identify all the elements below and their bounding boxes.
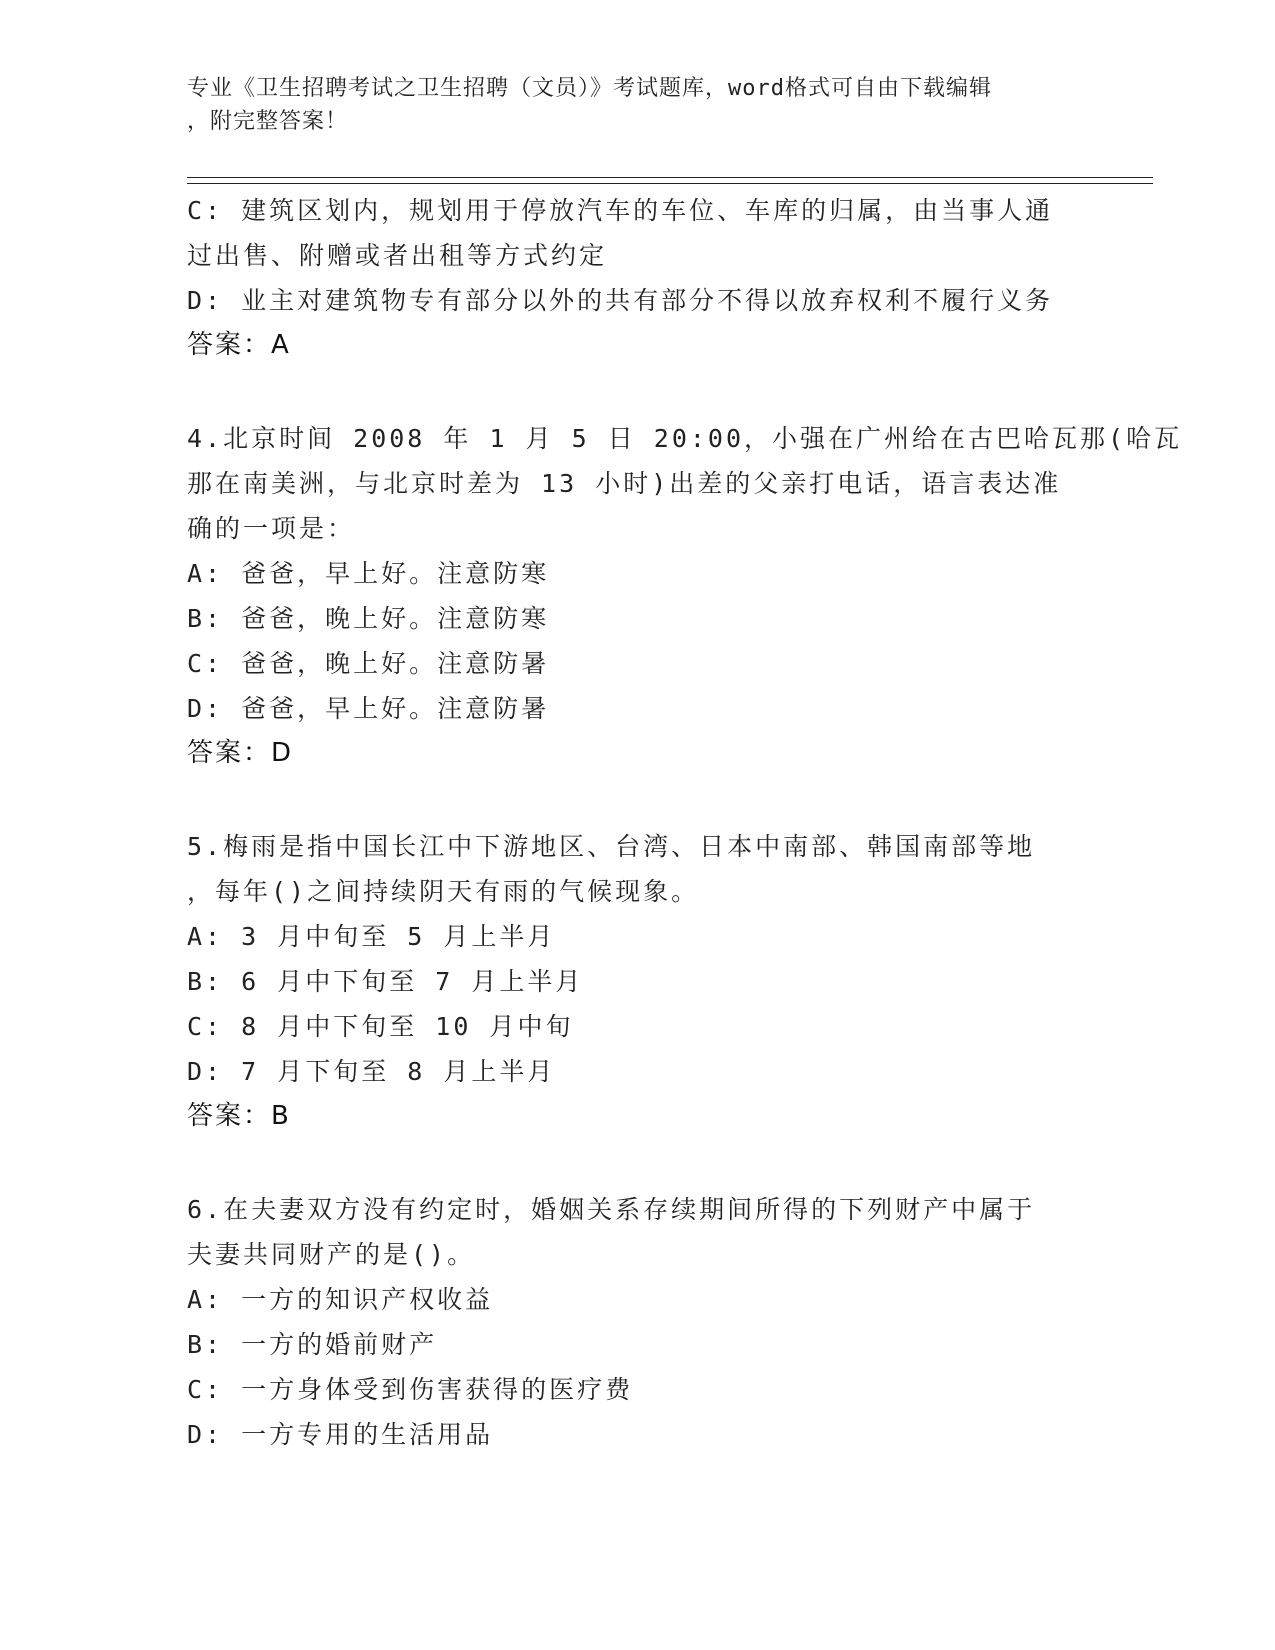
question-stem-line-2: ，每年()之间持续阴天有雨的气候现象。 bbox=[187, 877, 700, 906]
spacer bbox=[187, 1139, 1087, 1187]
option-d: D: 一方专用的生活用品 bbox=[187, 1420, 494, 1449]
option-c: C: 一方身体受到伤害获得的医疗费 bbox=[187, 1375, 634, 1404]
question-list bbox=[187, 188, 1183, 1457]
option-a: A: 3 月中旬至 5 月上半月 bbox=[187, 922, 556, 951]
spacer bbox=[187, 368, 1087, 416]
option-d: D: 爸爸，早上好。注意防暑 bbox=[187, 694, 550, 723]
question-stem-line-1: 5.梅雨是指中国长江中下游地区、台湾、日本中南部、韩国南部等地 bbox=[187, 832, 1036, 861]
document-header bbox=[187, 72, 1067, 138]
question-5 bbox=[187, 824, 1087, 1139]
option-d: D: 7 月下旬至 8 月上半月 bbox=[187, 1057, 556, 1086]
option-a: A: 一方的知识产权收益 bbox=[187, 1285, 494, 1314]
question-3-tail bbox=[187, 188, 1087, 368]
question-6 bbox=[187, 1187, 1087, 1457]
option-b: B: 爸爸，晚上好。注意防寒 bbox=[187, 604, 550, 633]
option-c: C: 8 月中下旬至 10 月中旬 bbox=[187, 1012, 574, 1041]
option-c: C: 爸爸，晚上好。注意防暑 bbox=[187, 649, 550, 678]
option-d: D: 业主对建筑物专有部分以外的共有部分不得以放弃权利不履行义务 bbox=[187, 286, 1054, 315]
option-c-line-1: C: 建筑区划内，规划用于停放汽车的车位、车库的归属，由当事人通 bbox=[187, 196, 1054, 225]
answer: 答案：A bbox=[187, 330, 291, 360]
option-b: B: 一方的婚前财产 bbox=[187, 1330, 438, 1359]
header-divider-top bbox=[187, 177, 1153, 178]
option-a: A: 爸爸，早上好。注意防寒 bbox=[187, 559, 550, 588]
header-line-2: ，附完整答案！ bbox=[187, 109, 349, 134]
question-stem-line-3: 确的一项是： bbox=[187, 514, 356, 543]
header-line-1: 专业《卫生招聘考试之卫生招聘（文员）》考试题库，word格式可自由下载编辑 bbox=[187, 76, 992, 101]
question-4 bbox=[187, 416, 1183, 776]
option-b: B: 6 月中下旬至 7 月上半月 bbox=[187, 967, 584, 996]
question-stem-line-1: 4.北京时间 2008 年 1 月 5 日 20:00，小强在广州给在古巴哈瓦那(哈瓦 bbox=[187, 424, 1183, 453]
answer: 答案：D bbox=[187, 738, 294, 768]
question-stem-line-1: 6.在夫妻双方没有约定时，婚姻关系存续期间所得的下列财产中属于 bbox=[187, 1195, 1036, 1224]
spacer bbox=[187, 776, 1087, 824]
answer: 答案：B bbox=[187, 1101, 291, 1131]
question-stem-line-2: 夫妻共同财产的是()。 bbox=[187, 1240, 476, 1269]
option-c-line-2: 过出售、附赠或者出租等方式约定 bbox=[187, 241, 608, 270]
question-stem-line-2: 那在南美洲，与北京时差为 13 小时)出差的父亲打电话，语言表达准 bbox=[187, 469, 1062, 498]
header-divider-bottom bbox=[187, 183, 1153, 184]
